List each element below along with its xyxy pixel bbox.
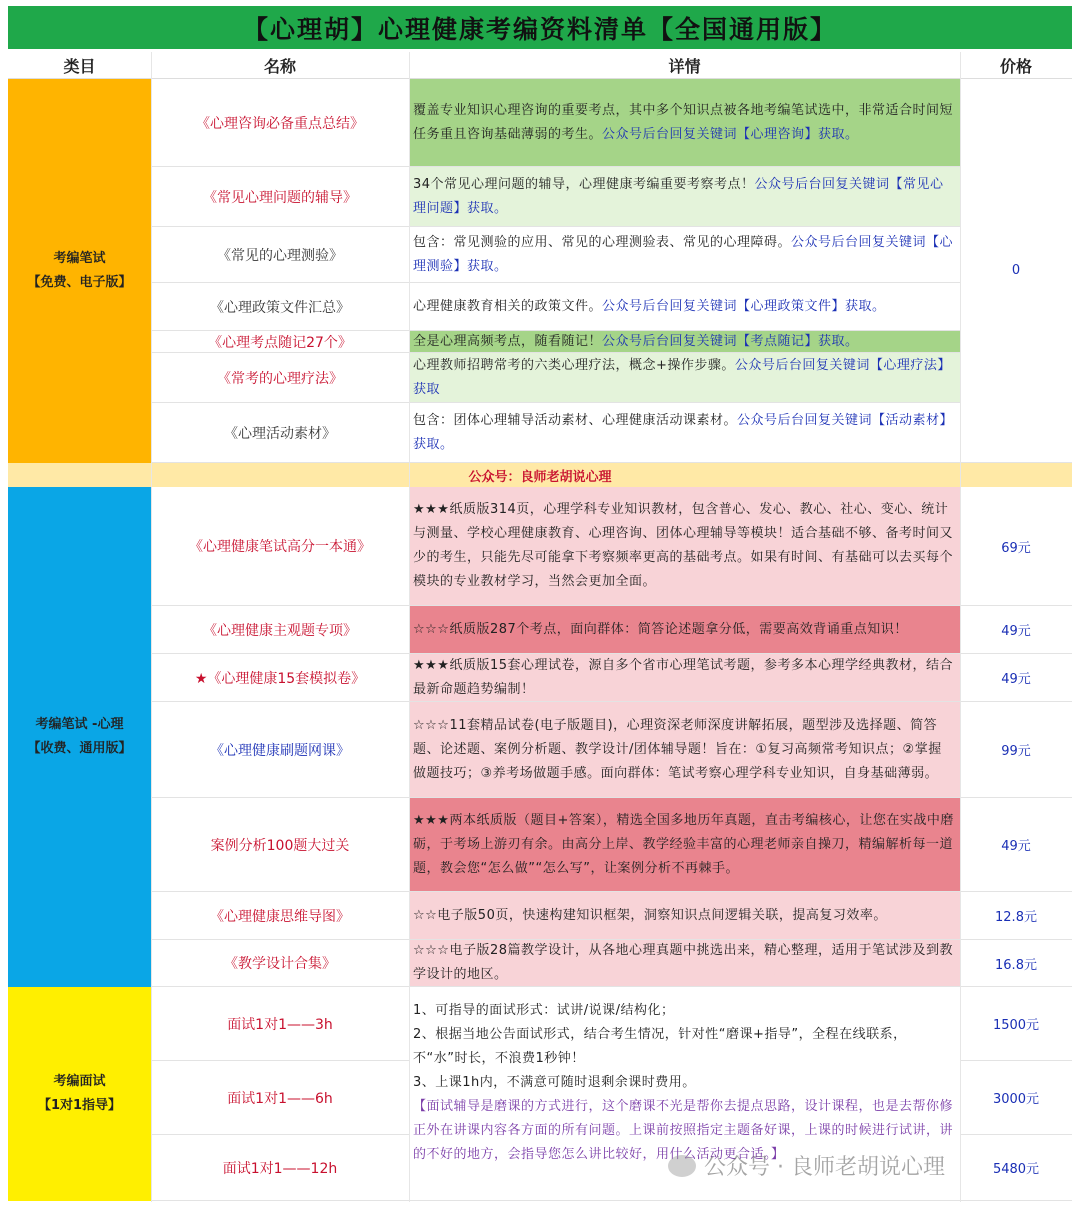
free-row-6-name: 《心理活动素材》	[151, 403, 409, 463]
header-category: 类目	[8, 52, 151, 79]
interview-detail-note: 【面试辅导是磨课的方式进行，这个磨课不光是帮你去提点思路，设计课程，也是去帮你修正外在讲课内容各方面的所有问题。上课前按照指定主题备好课，上课的时候进行试讲，讲的不好的地方，会指导您怎么讲比较好，用什么活动更合适。】	[413, 1099, 954, 1162]
paid-row-6-detail: ☆☆☆电子版28篇教学设计，从各地心理真题中挑选出来，精心整理，适用于笔试涉及到教学设计的地区。	[409, 940, 960, 987]
interview-row-0-price: 1500元	[960, 987, 1072, 1061]
free-row-0-name: 《心理咨询必备重点总结》	[151, 79, 409, 167]
category-paid-line1: 考编笔试 -心理	[35, 717, 124, 732]
paid-row-2-price: 49元	[960, 654, 1072, 702]
free-row-1-name: 《常见心理问题的辅导》	[151, 167, 409, 227]
category-interview-line2: 【1对1指导】	[37, 1098, 122, 1113]
paid-row-4-detail: ★★★两本纸质版（题目+答案），精选全国多地历年真题，直击考编核心，让您在实战中磨砺，于考场上游刃有余。由高分上岸、教学经验丰富的心理老师亲自操刀，精编解析每一道题，教会您“怎么做”“怎么写”，让案例分析不再棘手。	[409, 798, 960, 892]
header-detail: 详情	[409, 52, 960, 79]
paid-row-2-detail: ★★★纸质版15套心理试卷，源自多个省市心理笔试考题，参考多本心理学经典教材，结合最新命题趋势编制！	[409, 654, 960, 702]
paid-row-6-price: 16.8元	[960, 940, 1072, 987]
free-row-2-keyword: 公众号后台回复关键词【心理测验】获取。	[413, 234, 954, 274]
free-row-2-name: 《常见的心理测验》	[151, 227, 409, 283]
free-row-6-keyword: 公众号后台回复关键词【活动素材】获取。	[413, 412, 954, 452]
watermark	[668, 1150, 945, 1181]
free-price: 0	[960, 79, 1072, 463]
free-row-3-detail	[409, 283, 960, 331]
free-row-3-name: 《心理政策文件汇总》	[151, 283, 409, 331]
interview-row-2-name: 面试1对1——12h	[151, 1135, 409, 1201]
free-row-2-text: 包含：常见测验的应用、常见的心理测验表、常见的心理障碍。	[413, 234, 792, 250]
free-row-0-keyword: 公众号后台回复关键词【心理咨询】获取。	[602, 126, 859, 142]
free-row-5-keyword: 公众号后台回复关键词【心理疗法】获取	[413, 357, 951, 397]
free-row-6-text: 包含：团体心理辅导活动素材、心理健康活动课素材。	[413, 412, 738, 428]
category-paid	[8, 487, 151, 987]
paid-row-6-name: 《教学设计合集》	[151, 940, 409, 987]
paid-row-1-price: 49元	[960, 606, 1072, 654]
wechat-icon	[668, 1155, 696, 1177]
free-row-1-detail	[409, 167, 960, 227]
paid-row-2-name-text: ★《心理健康15套模拟卷》	[194, 670, 366, 687]
account-banner: 公众号：良师老胡说心理	[8, 463, 1072, 487]
free-row-3-text: 心理健康教育相关的政策文件。	[413, 298, 603, 314]
paid-row-4-name: 案例分析100题大过关	[151, 798, 409, 892]
free-row-4-name: 《心理考点随记27个》	[151, 331, 409, 353]
free-row-2-detail	[409, 227, 960, 283]
category-interview-line1: 考编面试	[53, 1074, 106, 1089]
free-row-6-detail	[409, 403, 960, 463]
category-free-line1: 考编笔试	[53, 251, 106, 266]
free-row-5-name: 《常考的心理疗法》	[151, 353, 409, 403]
paid-row-0-detail: ★★★纸质版314页，心理学科专业知识教材，包含普心、发心、教心、社心、变心、统计与测量、学校心理健康教育、心理咨询、团体心理辅导等模块！适合基础不够、备考时间又少的考生，只能先尽可能拿下考察频率更高的基础考点。如果有时间、有基础可以去买每个模块的专业教材学习，当然会更加全面。	[409, 487, 960, 606]
interview-row-1-price: 3000元	[960, 1061, 1072, 1135]
watermark-text: 公众号 · 良师老胡说心理	[704, 1155, 945, 1180]
interview-detail-line3: 3、上课1h内，不满意可随时退剩余课时费用。	[413, 1075, 696, 1090]
category-free	[8, 79, 151, 463]
paid-row-2-name	[151, 654, 409, 702]
paid-row-4-price: 49元	[960, 798, 1072, 892]
paid-row-5-detail: ☆☆电子版50页，快速构建知识框架，洞察知识点间逻辑关联，提高复习效率。	[409, 892, 960, 940]
free-row-4-text: 全是心理高频考点，随看随记！	[413, 333, 603, 349]
paid-row-3-detail: ☆☆☆11套精品试卷(电子版题目)，心理资深老师深度讲解拓展，题型涉及选择题、简答题、论述题、案例分析题、教学设计/团体辅导题！旨在：①复习高频常考知识点；②掌握做题技巧；③养考场做题手感。面向群体：笔试考察心理学科专业知识，自身基础薄弱。	[409, 702, 960, 798]
free-row-0-text: 覆盖专业知识心理咨询的重要考点，其中多个知识点被各地考编笔试选中，非常适合时间短任务重且咨询基础薄弱的考生。	[413, 102, 954, 142]
page-title: 【心理胡】心理健康考编资料清单【全国通用版】	[8, 6, 1072, 49]
free-row-5-text: 心理教师招聘常考的六类心理疗法，概念+操作步骤。	[413, 357, 735, 373]
free-row-5-detail	[409, 353, 960, 403]
category-interview	[8, 987, 151, 1201]
paid-row-3-price: 99元	[960, 702, 1072, 798]
interview-row-2-price: 5480元	[960, 1135, 1072, 1201]
free-row-1-text: 34个常见心理问题的辅导，心理健康考编重要考察考点！	[413, 176, 755, 192]
paid-row-0-price: 69元	[960, 487, 1072, 606]
paid-row-3-name: 《心理健康刷题网课》	[151, 702, 409, 798]
paid-row-1-detail: ☆☆☆纸质版287个考点，面向群体：简答论述题拿分低，需要高效背诵重点知识！	[409, 606, 960, 654]
free-row-1-keyword: 公众号后台回复关键词【常见心理问题】获取。	[413, 176, 944, 216]
interview-row-1-name: 面试1对1——6h	[151, 1061, 409, 1135]
category-free-line2: 【免费、电子版】	[27, 275, 132, 290]
paid-row-1-name: 《心理健康主观题专项》	[151, 606, 409, 654]
paid-row-5-name: 《心理健康思维导图》	[151, 892, 409, 940]
header-name: 名称	[151, 52, 409, 79]
free-row-4-keyword: 公众号后台回复关键词【考点随记】获取。	[602, 333, 859, 349]
category-paid-line2: 【收费、通用版】	[27, 741, 132, 756]
interview-row-0-name: 面试1对1——3h	[151, 987, 409, 1061]
header-price: 价格	[960, 52, 1072, 79]
free-row-0-detail	[409, 79, 960, 167]
free-row-3-keyword: 公众号后台回复关键词【心理政策文件】获取。	[602, 298, 886, 314]
interview-detail-line1: 1、可指导的面试形式：试讲/说课/结构化；	[413, 1003, 675, 1018]
paid-row-5-price: 12.8元	[960, 892, 1072, 940]
free-row-4-detail	[409, 331, 960, 353]
paid-row-0-name: 《心理健康笔试高分一本通》	[151, 487, 409, 606]
interview-detail-line2: 2、根据当地公告面试形式，结合考生情况，针对性“磨课+指导”，全程在线联系，不“水”时长，不浪费1秒钟！	[413, 1027, 907, 1066]
